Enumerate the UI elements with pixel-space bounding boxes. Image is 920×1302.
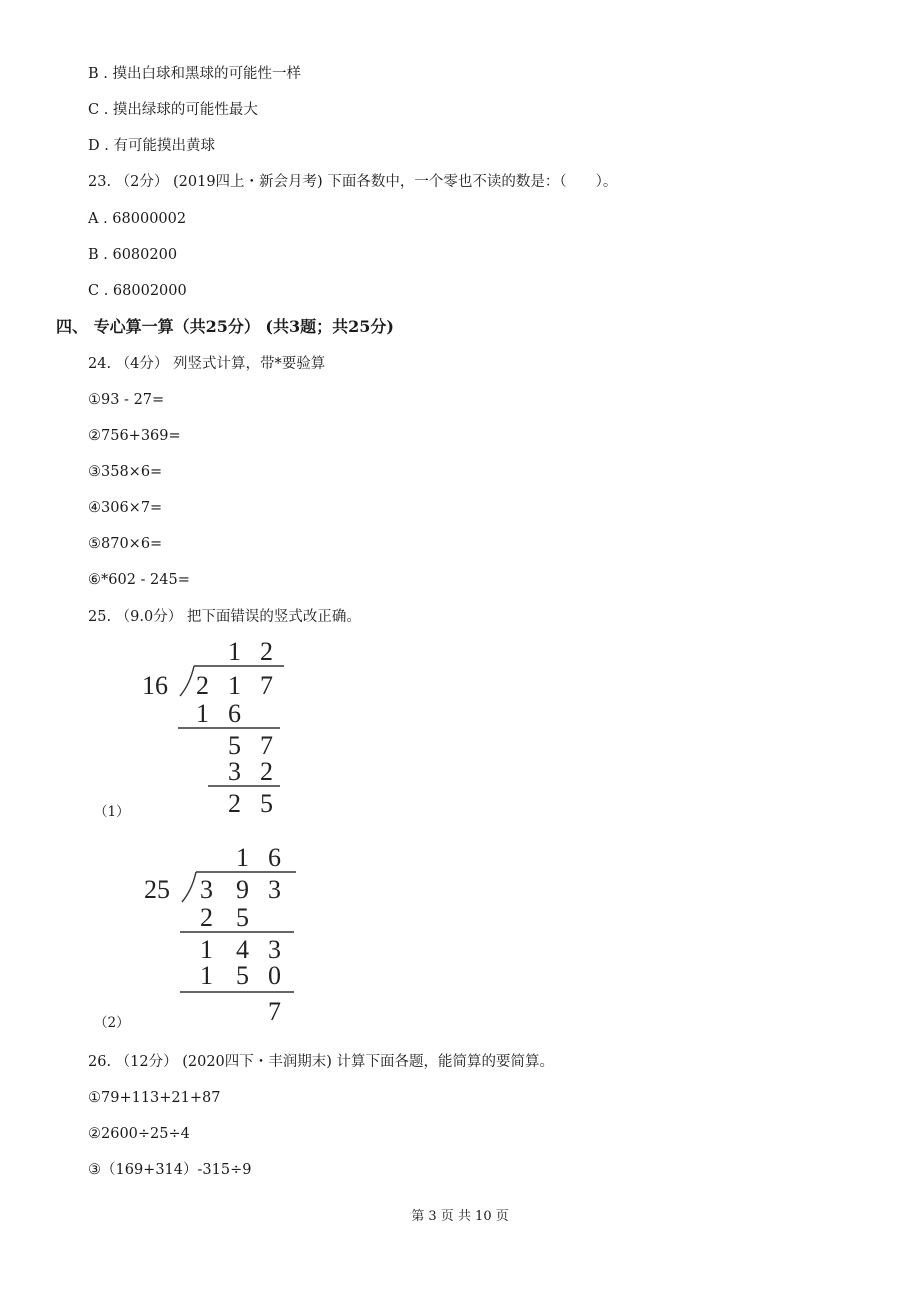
subtract-digit: 3 (228, 757, 241, 786)
remainder-digit: 5 (228, 731, 241, 760)
division-bracket (182, 872, 196, 902)
q24-item: ④306×7= (88, 500, 163, 516)
remainder-digit: 1 (200, 935, 213, 964)
remainder-digit: 7 (260, 731, 273, 760)
long-division-figure-1 (138, 636, 298, 820)
quotient-digit: 1 (236, 843, 249, 872)
remainder-digit: 2 (228, 789, 241, 818)
q23-option-a: A . 68000002 (88, 211, 187, 227)
long-division-figure-2 (140, 842, 310, 1026)
quotient-digit: 2 (260, 637, 273, 666)
dividend-digit: 1 (228, 671, 241, 700)
q26-item: ③（169+314）-315÷9 (88, 1162, 252, 1178)
section-heading: 四、 专心算一算（共25分） (共3题；共25分) (56, 317, 394, 336)
dividend-digit: 9 (236, 875, 249, 904)
q26-stem: 26. （12分） (2020四下・丰润期末) 计算下面各题，能简算的要简算。 (88, 1054, 555, 1070)
remainder-digit: 3 (268, 935, 281, 964)
quotient-digit: 1 (228, 637, 241, 666)
quotient-digit: 6 (268, 843, 281, 872)
subtract-digit: 1 (200, 961, 213, 990)
q24-stem: 24. （4分） 列竖式计算，带*要验算 (88, 356, 326, 372)
q24-item: ⑤870×6= (88, 536, 163, 552)
page-footer: 第 3 页 共 10 页 (411, 1209, 509, 1224)
subtract-digit: 2 (200, 903, 213, 932)
divisor: 25 (144, 875, 170, 904)
subtract-digit: 5 (236, 903, 249, 932)
q22-option-c: C . 摸出绿球的可能性最大 (88, 102, 258, 118)
subtract-digit: 5 (236, 961, 249, 990)
subtract-digit: 1 (196, 699, 209, 728)
dividend-digit: 3 (268, 875, 281, 904)
remainder-digit: 7 (268, 997, 281, 1026)
division-bracket (180, 666, 194, 696)
q24-item: ①93 - 27= (88, 392, 165, 408)
q24-item: ③358×6= (88, 464, 163, 480)
q22-option-d: D . 有可能摸出黄球 (88, 138, 215, 154)
q26-item: ①79+113+21+87 (88, 1090, 221, 1106)
subtract-digit: 0 (268, 961, 281, 990)
q22-option-b: B . 摸出白球和黑球的可能性一样 (88, 66, 301, 82)
q24-item: ②756+369= (88, 428, 181, 444)
q25-label-1: （1） (94, 804, 130, 820)
dividend-digit: 3 (200, 875, 213, 904)
q23-stem: 23. （2分） (2019四上・新会月考) 下面各数中，一个零也不读的数是：（ ）。 (88, 174, 618, 190)
dividend-digit: 2 (196, 671, 209, 700)
divisor: 16 (142, 671, 168, 700)
subtract-digit: 6 (228, 699, 241, 728)
q23-option-c: C . 68002000 (88, 283, 187, 299)
remainder-digit: 5 (260, 789, 273, 818)
q26-item: ②2600÷25÷4 (88, 1126, 190, 1142)
long-division-1-svg (138, 636, 298, 820)
subtract-digit: 2 (260, 757, 273, 786)
q24-item: ⑥*602 - 245= (88, 572, 190, 588)
q25-label-2: （2） (94, 1015, 130, 1031)
dividend-digit: 7 (260, 671, 273, 700)
q25-stem: 25. （9.0分） 把下面错误的竖式改正确。 (88, 609, 361, 625)
long-division-2-svg (140, 842, 310, 1026)
q23-option-b: B . 6080200 (88, 247, 178, 263)
remainder-digit: 4 (236, 935, 249, 964)
